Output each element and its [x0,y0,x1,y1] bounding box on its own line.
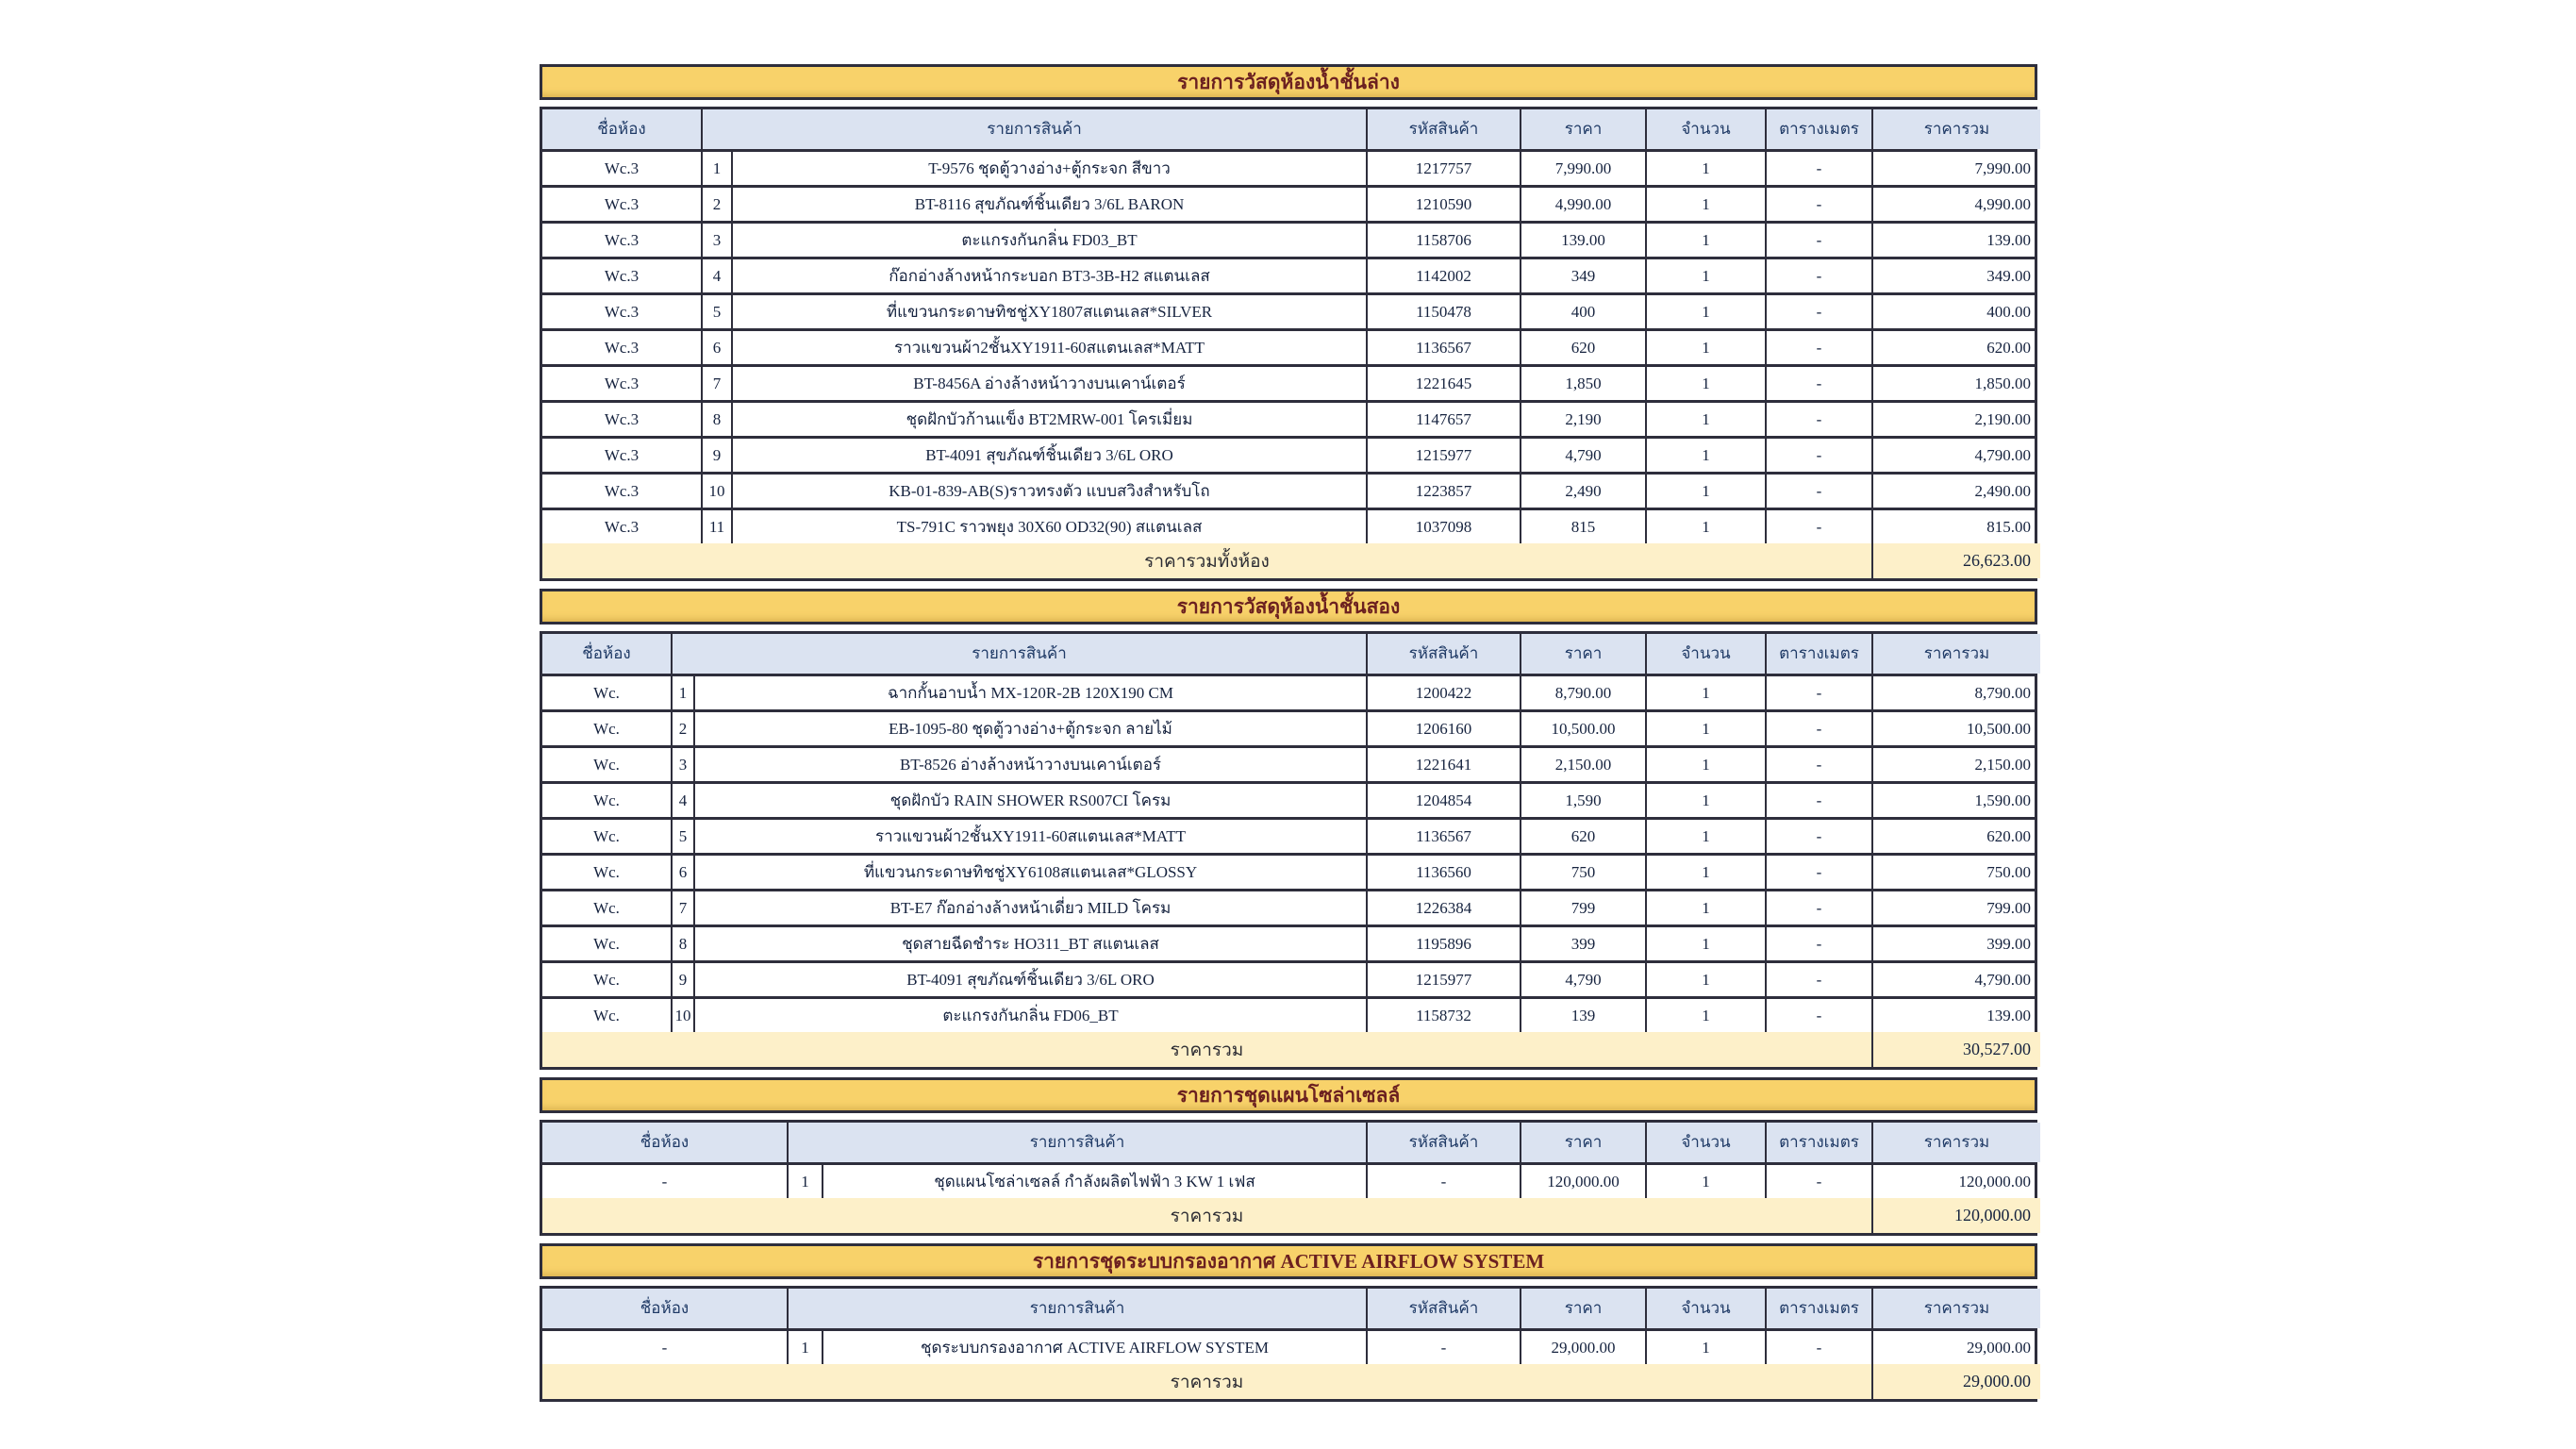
col-header-item: รายการสินค้า [789,1123,1368,1162]
cell-quantity: 1 [1647,331,1767,364]
cell-room: Wc. [542,856,673,889]
cell-room: Wc.3 [542,510,703,543]
cell-item-number: 9 [703,439,733,472]
cell-quantity: 1 [1647,1331,1767,1364]
cell-room: Wc.3 [542,367,703,400]
cell-item-number: 4 [703,259,733,292]
cell-item-description: BT-E7 ก๊อกอ่างล้างหน้าเดี่ยว MILD โครม [695,891,1368,924]
table-row [542,295,2035,331]
section-table [540,1286,2037,1402]
cell-item-description: ตะแกรงกันกลิ่น FD03_BT [733,224,1368,257]
table-row [542,403,2035,439]
cell-row-total: 120,000.00 [1958,1172,2031,1191]
table-row [542,1165,2035,1198]
cell-square-meters: - [1767,188,1873,221]
cell-product-code: 1206160 [1368,712,1521,745]
table-row [542,1331,2035,1364]
table-row [542,748,2035,784]
cell-row-total: 620.00 [1986,338,2031,357]
col-header-total: ราคารวม [1873,1123,2040,1162]
cell-quantity: 1 [1647,927,1767,960]
table-row [542,367,2035,403]
cell-item-number: 9 [673,963,695,996]
table-row [542,152,2035,188]
table-row [542,963,2035,999]
col-header-code: รหัสสินค้า [1368,109,1521,149]
cell-quantity: 1 [1647,676,1767,709]
cell-room: Wc. [542,820,673,853]
cell-item-description: BT-8456A อ่างล้างหน้าวางบนเคาน์เตอร์ [733,367,1368,400]
cell-price: 139.00 [1521,224,1647,257]
cell-row-total: 620.00 [1986,826,2031,845]
col-header-code: รหัสสินค้า [1368,1123,1521,1162]
cell-row-total: 4,790.00 [1974,970,2031,989]
cell-quantity: 1 [1647,1165,1767,1198]
cell-square-meters: - [1767,331,1873,364]
cell-square-meters: - [1767,820,1873,853]
section-total-row [542,1032,2035,1067]
cell-square-meters: - [1767,403,1873,436]
materials-quotation-document [540,64,2037,1409]
cell-row-total: 799.00 [1986,898,2031,917]
cell-quantity: 1 [1647,784,1767,817]
cell-quantity: 1 [1647,224,1767,257]
cell-price: 4,790 [1521,439,1647,472]
cell-square-meters: - [1767,152,1873,185]
cell-product-code: 1221641 [1368,748,1521,781]
cell-price: 2,150.00 [1521,748,1647,781]
cell-item-number: 5 [703,295,733,328]
cell-item-description: ตะแกรงกันกลิ่น FD06_BT [695,999,1368,1032]
cell-room: Wc.3 [542,152,703,185]
col-header-item: รายการสินค้า [789,1289,1368,1328]
table-body [542,1331,2035,1364]
cell-item-description: EB-1095-80 ชุดตู้วางอ่าง+ตู้กระจก ลายไม้ [695,712,1368,745]
cell-room: - [542,1331,789,1364]
cell-item-number: 8 [703,403,733,436]
cell-square-meters: - [1767,1165,1873,1198]
table-body [542,152,2035,543]
col-header-qty: จำนวน [1647,1123,1767,1162]
cell-quantity: 1 [1647,510,1767,543]
table-row [542,856,2035,891]
material-section [540,589,2037,1070]
cell-product-code: 1150478 [1368,295,1521,328]
total-label: ราคารวม [542,1364,1873,1399]
cell-item-description: T-9576 ชุดตู้วางอ่าง+ตู้กระจก สีขาว [733,152,1368,185]
total-label: ราคารวม [542,1198,1873,1233]
cell-square-meters: - [1767,1331,1873,1364]
cell-product-code: 1221645 [1368,367,1521,400]
section-total-row [542,1198,2035,1233]
table-row [542,820,2035,856]
cell-square-meters: - [1767,295,1873,328]
cell-row-total: 400.00 [1986,302,2031,321]
cell-quantity: 1 [1647,403,1767,436]
cell-item-number: 10 [703,475,733,508]
section-table [540,107,2037,581]
cell-price: 10,500.00 [1521,712,1647,745]
cell-quantity: 1 [1647,963,1767,996]
cell-room: Wc.3 [542,295,703,328]
section-title: รายการวัสดุห้องน้ำชั้นสอง [1176,594,1401,618]
section-title-bar [540,1077,2037,1113]
cell-square-meters: - [1767,999,1873,1032]
cell-product-code: 1147657 [1368,403,1521,436]
cell-item-number: 1 [673,676,695,709]
col-header-sqm: ตารางเมตร [1767,1123,1873,1162]
cell-row-total: 349.00 [1986,266,2031,285]
material-section [540,1243,2037,1402]
col-header-room: ชื่อห้อง [542,109,703,149]
cell-square-meters: - [1767,676,1873,709]
cell-room: Wc.3 [542,331,703,364]
table-row [542,439,2035,475]
cell-row-total: 399.00 [1986,934,2031,953]
cell-price: 4,990.00 [1521,188,1647,221]
cell-price: 815 [1521,510,1647,543]
cell-quantity: 1 [1647,439,1767,472]
cell-room: Wc.3 [542,439,703,472]
cell-row-total: 10,500.00 [1967,719,2031,738]
cell-quantity: 1 [1647,891,1767,924]
cell-product-code: 1136567 [1368,820,1521,853]
col-header-code: รหัสสินค้า [1368,634,1521,674]
cell-item-number: 2 [703,188,733,221]
col-header-sqm: ตารางเมตร [1767,109,1873,149]
cell-item-description: ฉากกั้นอาบน้ำ MX-120R-2B 120X190 CM [695,676,1368,709]
cell-item-number: 3 [703,224,733,257]
cell-product-code: 1200422 [1368,676,1521,709]
cell-item-number: 8 [673,927,695,960]
cell-item-description: ชุดฝักบัว RAIN SHOWER RS007CI โครม [695,784,1368,817]
cell-product-code: 1136567 [1368,331,1521,364]
cell-row-total: 139.00 [1986,230,2031,249]
cell-product-code: 1158732 [1368,999,1521,1032]
cell-square-meters: - [1767,784,1873,817]
cell-item-number: 6 [673,856,695,889]
cell-room: Wc. [542,963,673,996]
cell-room: Wc. [542,927,673,960]
cell-square-meters: - [1767,712,1873,745]
cell-square-meters: - [1767,891,1873,924]
cell-item-number: 11 [703,510,733,543]
col-header-total: ราคารวม [1873,109,2040,149]
table-row [542,999,2035,1032]
col-header-item: รายการสินค้า [673,634,1368,674]
cell-row-total: 2,490.00 [1974,481,2031,500]
cell-item-description: ชุดระบบกรองอากาศ ACTIVE AIRFLOW SYSTEM [823,1331,1368,1364]
cell-room: Wc. [542,784,673,817]
table-body [542,676,2035,1032]
cell-row-total: 2,150.00 [1974,755,2031,774]
cell-price: 1,850 [1521,367,1647,400]
cell-product-code: 1037098 [1368,510,1521,543]
cell-row-total: 750.00 [1986,862,2031,881]
cell-row-total: 4,790.00 [1974,445,2031,464]
col-header-room: ชื่อห้อง [542,634,673,674]
section-table [540,631,2037,1070]
total-label: ราคารวม [542,1032,1873,1067]
cell-square-meters: - [1767,963,1873,996]
cell-item-description: BT-8116 สุขภัณฑ์ชิ้นเดียว 3/6L BARON [733,188,1368,221]
table-header-row [542,634,2035,676]
cell-row-total: 2,190.00 [1974,409,2031,428]
cell-product-code: 1136560 [1368,856,1521,889]
section-title-bar [540,64,2037,100]
cell-product-code: 1204854 [1368,784,1521,817]
cell-item-description: BT-8526 อ่างล้างหน้าวางบนเคาน์เตอร์ [695,748,1368,781]
cell-product-code: 1195896 [1368,927,1521,960]
cell-quantity: 1 [1647,820,1767,853]
cell-item-number: 1 [789,1331,823,1364]
cell-price: 750 [1521,856,1647,889]
cell-row-total: 139.00 [1986,1006,2031,1024]
cell-product-code: 1158706 [1368,224,1521,257]
cell-row-total: 29,000.00 [1967,1338,2031,1357]
cell-product-code: 1223857 [1368,475,1521,508]
cell-item-number: 10 [673,999,695,1032]
col-header-price: ราคา [1521,1289,1647,1328]
cell-price: 620 [1521,820,1647,853]
cell-price: 349 [1521,259,1647,292]
cell-square-meters: - [1767,927,1873,960]
cell-room: Wc. [542,712,673,745]
col-header-total: ราคารวม [1873,634,2040,674]
section-total-row [542,543,2035,578]
total-value: 30,527.00 [1873,1032,2040,1067]
cell-quantity: 1 [1647,188,1767,221]
section-title-bar [540,589,2037,625]
col-header-total: ราคารวม [1873,1289,2040,1328]
cell-item-number: 7 [703,367,733,400]
material-section [540,1077,2037,1236]
col-header-sqm: ตารางเมตร [1767,1289,1873,1328]
cell-product-code: - [1368,1331,1521,1364]
table-row [542,891,2035,927]
cell-square-meters: - [1767,510,1873,543]
cell-product-code: 1210590 [1368,188,1521,221]
col-header-qty: จำนวน [1647,634,1767,674]
cell-item-number: 1 [703,152,733,185]
col-header-room: ชื่อห้อง [542,1289,789,1328]
cell-room: Wc.3 [542,475,703,508]
cell-quantity: 1 [1647,712,1767,745]
table-row [542,224,2035,259]
cell-item-number: 5 [673,820,695,853]
section-title: รายการชุดแผนโซล่าเซลล์ [1176,1083,1401,1107]
cell-row-total: 7,990.00 [1974,158,2031,177]
cell-room: Wc. [542,676,673,709]
cell-price: 29,000.00 [1521,1331,1647,1364]
cell-room: Wc.3 [542,259,703,292]
cell-price: 4,790 [1521,963,1647,996]
cell-quantity: 1 [1647,748,1767,781]
cell-room: Wc.3 [542,188,703,221]
table-row [542,712,2035,748]
table-row [542,510,2035,543]
cell-room: Wc. [542,891,673,924]
cell-item-description: ราวแขวนผ้า2ชั้นXY1911-60สแตนเลส*MATT [733,331,1368,364]
col-header-sqm: ตารางเมตร [1767,634,1873,674]
table-row [542,475,2035,510]
cell-item-description: ราวแขวนผ้า2ชั้นXY1911-60สแตนเลส*MATT [695,820,1368,853]
col-header-price: ราคา [1521,109,1647,149]
cell-item-number: 1 [789,1165,823,1198]
total-value: 120,000.00 [1873,1198,2040,1233]
col-header-code: รหัสสินค้า [1368,1289,1521,1328]
cell-quantity: 1 [1647,367,1767,400]
table-row [542,927,2035,963]
col-header-price: ราคา [1521,1123,1647,1162]
cell-product-code: 1226384 [1368,891,1521,924]
cell-item-description: ก๊อกอ่างล้างหน้ากระบอก BT3-3B-H2 สแตนเลส [733,259,1368,292]
cell-item-description: KB-01-839-AB(S)ราวทรงตัว แบบสวิงสำหรับโถ [733,475,1368,508]
cell-row-total: 8,790.00 [1974,683,2031,702]
table-row [542,784,2035,820]
total-value: 26,623.00 [1873,543,2040,578]
cell-room: Wc. [542,748,673,781]
cell-square-meters: - [1767,367,1873,400]
cell-item-description: ชุดฝักบัวก้านแข็ง BT2MRW-001 โครเมี่ยม [733,403,1368,436]
cell-product-code: - [1368,1165,1521,1198]
cell-price: 2,190 [1521,403,1647,436]
cell-item-description: BT-4091 สุขภัณฑ์ชิ้นเดียว 3/6L ORO [733,439,1368,472]
cell-price: 120,000.00 [1521,1165,1647,1198]
cell-square-meters: - [1767,259,1873,292]
col-header-qty: จำนวน [1647,1289,1767,1328]
cell-room: Wc. [542,999,673,1032]
cell-price: 400 [1521,295,1647,328]
cell-item-description: TS-791C ราวพยุง 30X60 OD32(90) สแตนเลส [733,510,1368,543]
cell-row-total: 1,850.00 [1974,374,2031,392]
cell-item-number: 6 [703,331,733,364]
table-header-row [542,109,2035,152]
table-header-row [542,1289,2035,1331]
cell-item-description: BT-4091 สุขภัณฑ์ชิ้นเดียว 3/6L ORO [695,963,1368,996]
cell-item-description: ชุดแผนโซล่าเซลล์ กำลังผลิตไฟฟ้า 3 KW 1 เฟส [823,1165,1368,1198]
cell-square-meters: - [1767,439,1873,472]
cell-item-number: 4 [673,784,695,817]
col-header-room: ชื่อห้อง [542,1123,789,1162]
cell-price: 8,790.00 [1521,676,1647,709]
table-row [542,676,2035,712]
cell-item-number: 2 [673,712,695,745]
cell-room: - [542,1165,789,1198]
cell-square-meters: - [1767,856,1873,889]
material-section [540,64,2037,581]
cell-item-number: 7 [673,891,695,924]
cell-price: 620 [1521,331,1647,364]
section-title: รายการชุดระบบกรองอากาศ ACTIVE AIRFLOW SYSTEM [1032,1249,1545,1273]
cell-row-total: 4,990.00 [1974,194,2031,213]
section-total-row [542,1364,2035,1399]
col-header-qty: จำนวน [1647,109,1767,149]
cell-item-description: ที่แขวนกระดาษทิชชู่XY1807สแตนเลส*SILVER [733,295,1368,328]
table-header-row [542,1123,2035,1165]
cell-room: Wc.3 [542,403,703,436]
cell-quantity: 1 [1647,259,1767,292]
cell-product-code: 1215977 [1368,963,1521,996]
table-row [542,259,2035,295]
col-header-price: ราคา [1521,634,1647,674]
cell-price: 7,990.00 [1521,152,1647,185]
col-header-item: รายการสินค้า [703,109,1368,149]
table-row [542,188,2035,224]
cell-quantity: 1 [1647,856,1767,889]
cell-price: 139 [1521,999,1647,1032]
cell-product-code: 1142002 [1368,259,1521,292]
cell-product-code: 1217757 [1368,152,1521,185]
cell-item-number: 3 [673,748,695,781]
cell-row-total: 1,590.00 [1974,791,2031,809]
section-title-bar [540,1243,2037,1279]
cell-item-description: ชุดสายฉีดชำระ HO311_BT สแตนเลส [695,927,1368,960]
cell-quantity: 1 [1647,999,1767,1032]
cell-item-description: ที่แขวนกระดาษทิชชู่XY6108สแตนเลส*GLOSSY [695,856,1368,889]
section-table [540,1120,2037,1236]
cell-square-meters: - [1767,475,1873,508]
table-body [542,1165,2035,1198]
total-value: 29,000.00 [1873,1364,2040,1399]
cell-square-meters: - [1767,748,1873,781]
section-title: รายการวัสดุห้องน้ำชั้นล่าง [1177,70,1400,93]
cell-price: 799 [1521,891,1647,924]
cell-quantity: 1 [1647,475,1767,508]
cell-price: 399 [1521,927,1647,960]
cell-quantity: 1 [1647,295,1767,328]
table-row [542,331,2035,367]
cell-price: 1,590 [1521,784,1647,817]
total-label: ราคารวมทั้งห้อง [542,543,1873,578]
cell-price: 2,490 [1521,475,1647,508]
cell-row-total: 815.00 [1986,517,2031,536]
cell-quantity: 1 [1647,152,1767,185]
cell-product-code: 1215977 [1368,439,1521,472]
cell-square-meters: - [1767,224,1873,257]
cell-room: Wc.3 [542,224,703,257]
